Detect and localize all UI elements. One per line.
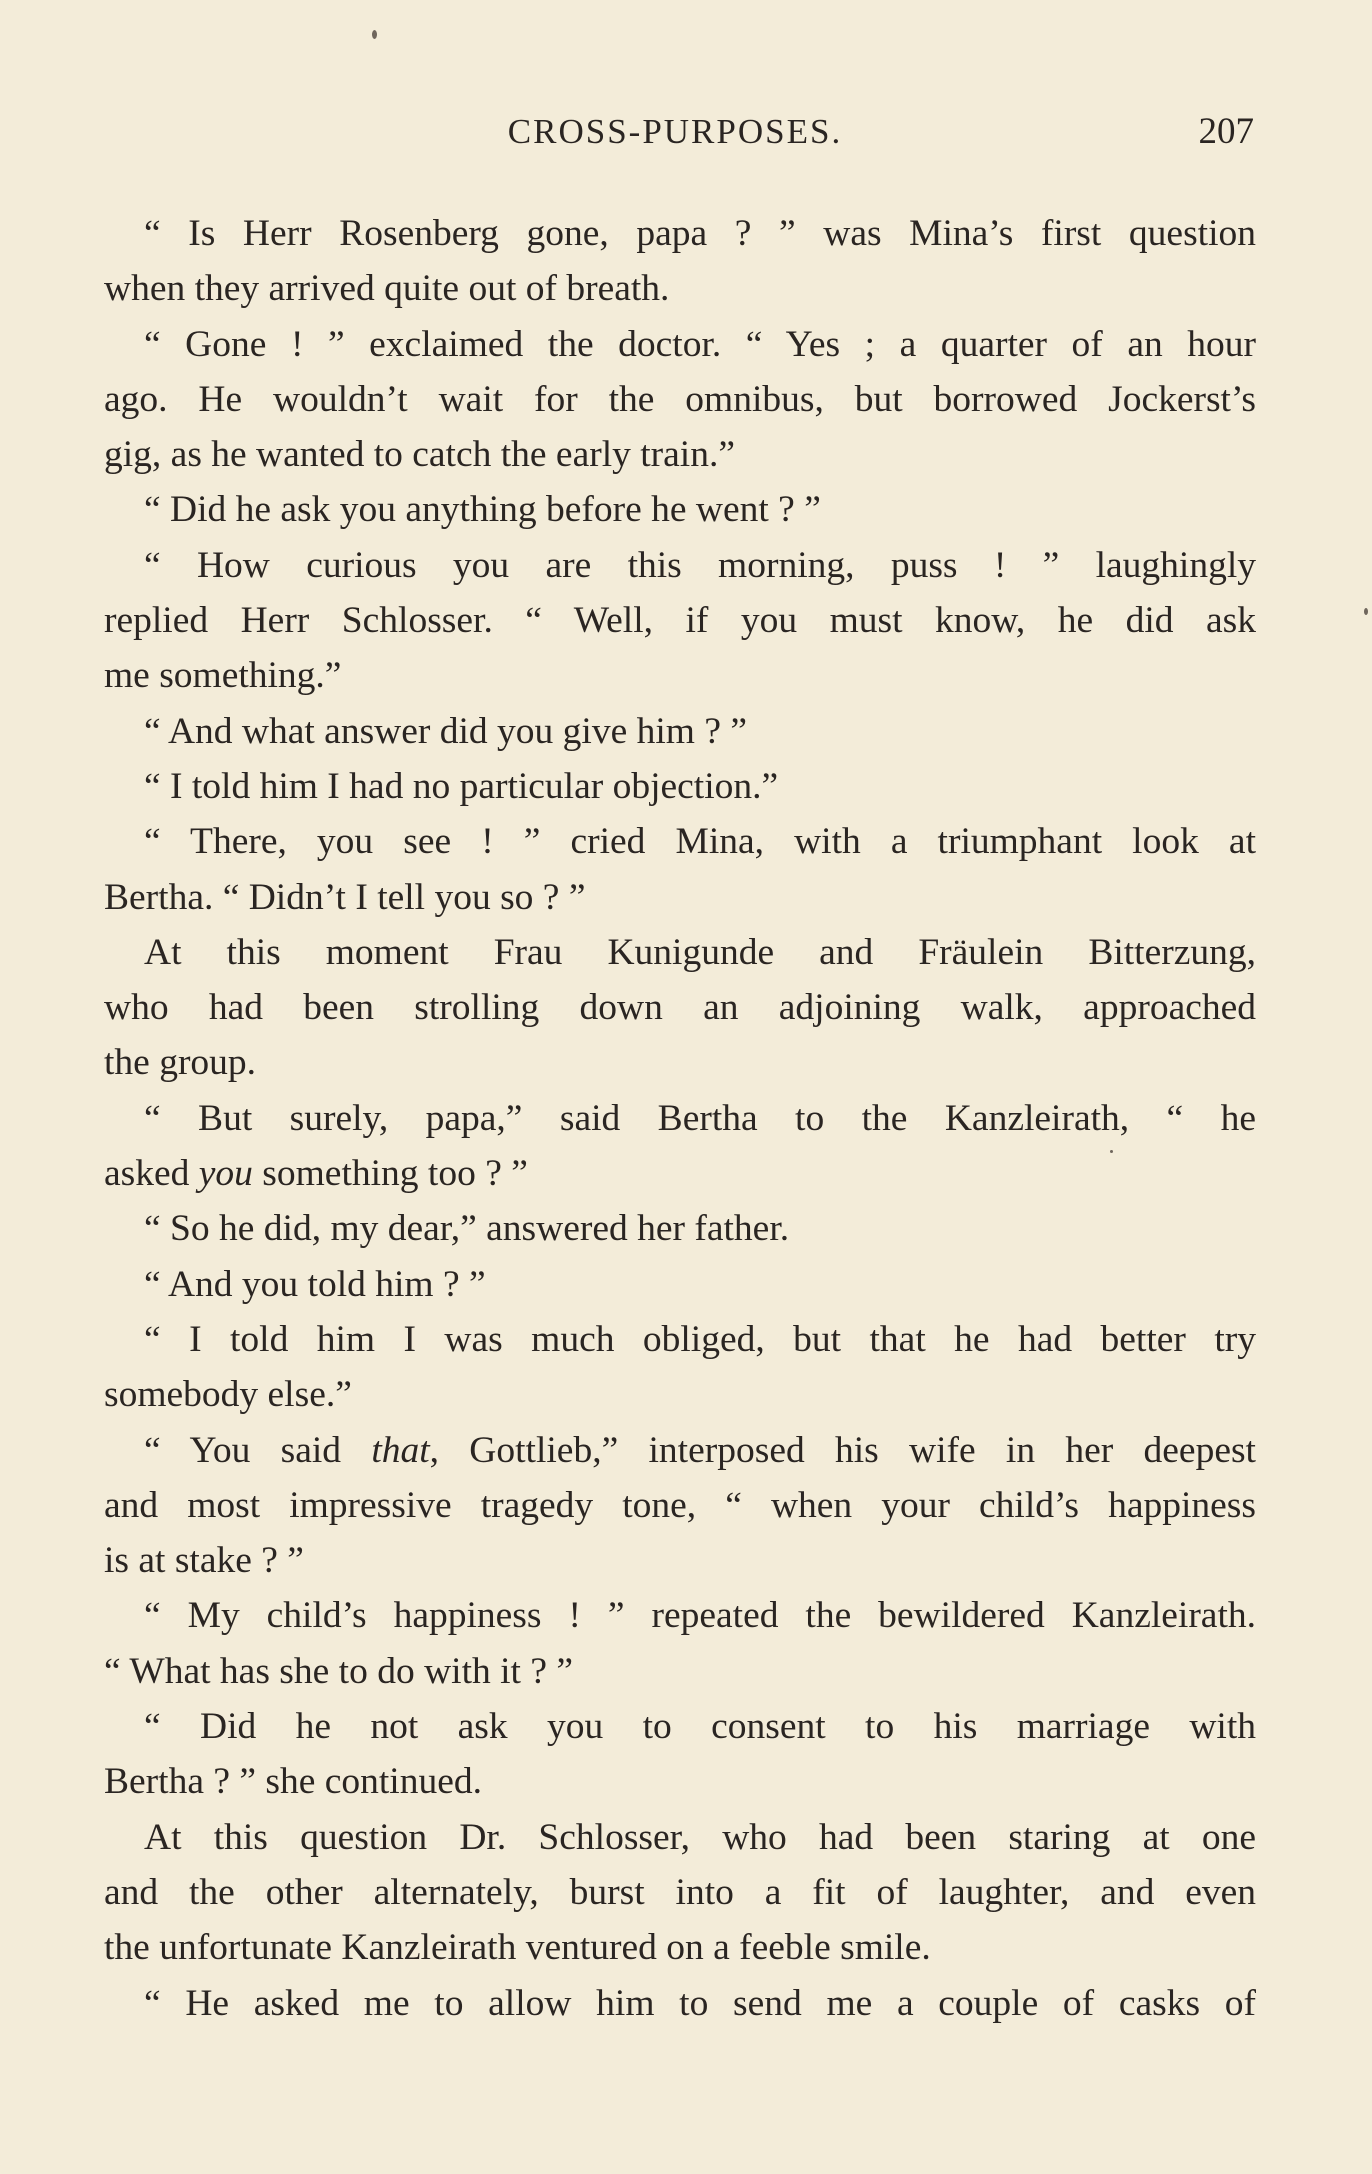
text-line: At this question Dr. Schlosser, who had been staring at one bbox=[144, 1816, 1256, 1858]
text-line: replied Herr Schlosser. “ Well, if you must know, he did ask bbox=[104, 600, 1256, 642]
text-line: “ Did he ask you anything before he went ? ” bbox=[144, 489, 821, 531]
page-number: 207 bbox=[1198, 111, 1254, 152]
text-line: “ And what answer did you give him ? ” bbox=[144, 710, 747, 752]
text-line: and most impressive tragedy tone, “ when your child’s happiness bbox=[104, 1484, 1256, 1526]
text-line: “ I told him I had no particular objection.” bbox=[144, 765, 779, 807]
text-line: is at stake ? ” bbox=[104, 1540, 304, 1582]
text-line: “ So he did, my dear,” answered her father. bbox=[144, 1208, 790, 1250]
body-text bbox=[104, 206, 1256, 2031]
text-line: gig, as he wanted to catch the early train.” bbox=[104, 434, 735, 476]
text-line: ago. He wouldn’t wait for the omnibus, but borrowed Jockerst’s bbox=[104, 378, 1256, 420]
text-line: who had been strolling down an adjoining walk, approached bbox=[104, 987, 1256, 1029]
text-line: asked you something too ? ” bbox=[104, 1153, 528, 1195]
text-line: “ And you told him ? ” bbox=[144, 1263, 486, 1305]
text-line: the group. bbox=[104, 1042, 257, 1084]
text-line: “ There, you see ! ” cried Mina, with a triumphant look at bbox=[144, 821, 1256, 863]
text-line: “ My child’s happiness ! ” repeated the bewildered Kanzleirath. bbox=[144, 1595, 1256, 1637]
text-line: Bertha ? ” she continued. bbox=[104, 1761, 482, 1803]
text-line: me something.” bbox=[104, 655, 342, 697]
text-line: when they arrived quite out of breath. bbox=[104, 268, 670, 310]
text-line: the unfortunate Kanzleirath ventured on a feeble smile. bbox=[104, 1927, 931, 1969]
text-line: Bertha. “ Didn’t I tell you so ? ” bbox=[104, 876, 586, 918]
running-header: CROSS-PURPOSES. bbox=[507, 112, 843, 151]
text-line: “ Is Herr Rosenberg gone, papa ? ” was Mina’s first question bbox=[144, 213, 1256, 254]
text-line: “ I told him I was much obliged, but that he had better try bbox=[144, 1318, 1256, 1360]
text-line: “ How curious you are this morning, puss ! ” laughingly bbox=[144, 544, 1256, 586]
text-line: “ What has she to do with it ? ” bbox=[104, 1650, 573, 1692]
text-line: “ Gone ! ” exclaimed the doctor. “ Yes ; a quarter of an hour bbox=[144, 323, 1256, 365]
text-line: “ Did he not ask you to consent to his marriage with bbox=[144, 1706, 1256, 1748]
text-line: somebody else.” bbox=[104, 1374, 352, 1416]
page-speck bbox=[372, 30, 377, 39]
page-speck bbox=[1364, 608, 1368, 615]
text-line: “ But surely, papa,” said Bertha to the Kanzleirath, “ he bbox=[144, 1097, 1256, 1139]
text-line: At this moment Frau Kunigunde and Fräulein Bitterzung, bbox=[144, 931, 1256, 973]
text-line: and the other alternately, burst into a fit of laughter, and even bbox=[104, 1871, 1256, 1913]
text-line: “ He asked me to allow him to send me a couple of casks of bbox=[144, 1982, 1256, 2024]
text-line: “ You said that, Gottlieb,” interposed his wife in her deepest bbox=[144, 1429, 1256, 1471]
